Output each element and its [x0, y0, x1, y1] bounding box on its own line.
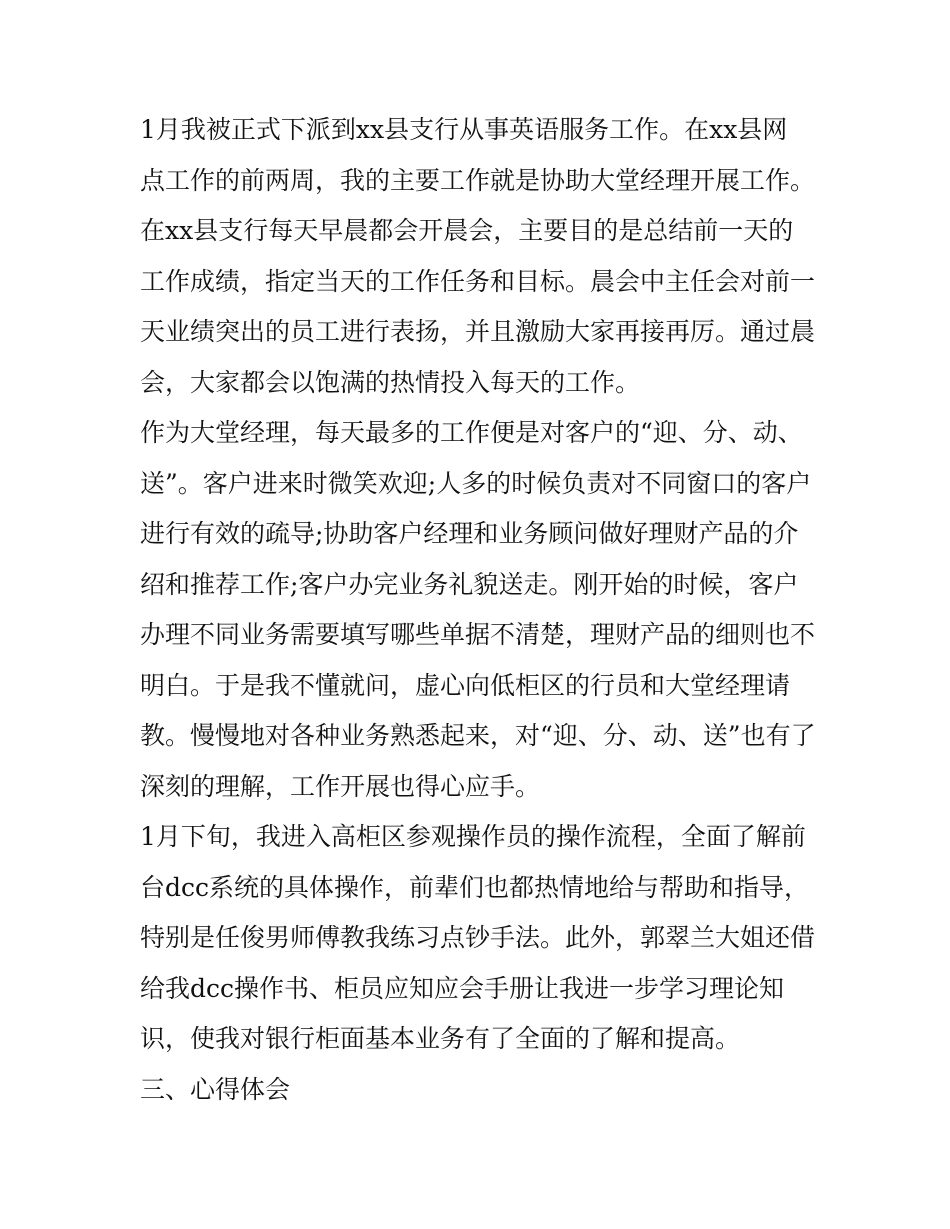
text-line: 1月我被正式下派到xx县支行从事英语服务工作。在xx县网 [140, 115, 788, 144]
text-line: 明白。于是我不懂就问，虚心向低柜区的行员和大堂经理请 [140, 670, 791, 700]
text-line: 办理不同业务需要填写哪些单据不清楚，理财产品的细则也不 [140, 620, 816, 649]
text-line: 作为大堂经理，每天最多的工作便是对客户的“迎、分、动、 [140, 418, 803, 447]
text-line: 给我dcc操作书、柜员应知应会手册让我进一步学习理论知 [140, 973, 785, 1003]
text-line: 在xx县支行每天早晨都会开晨会，主要目的是总结前一天的 [140, 216, 794, 245]
section-heading: 三、心得体会 [140, 1074, 291, 1104]
text-line: 进行有效的疏导;协助客户经理和业务顾问做好理财产品的介 [140, 519, 799, 548]
document-body [140, 105, 820, 1115]
text-line: 1月下旬，我进入高柜区参观操作员的操作流程，全面了解前 [140, 822, 806, 851]
text-line: 送”。客户进来时微笑欢迎;人多的时候负责对不同窗口的客户 [140, 468, 812, 498]
text-line: 识，使我对银行柜面基本业务有了全面的了解和提高。 [140, 1024, 741, 1053]
text-line: 深刻的理解，工作开展也得心应手。 [140, 771, 541, 801]
text-line: 会，大家都会以饱满的热情投入每天的工作。 [140, 367, 641, 397]
text-line: 绍和推荐工作;客户办完业务礼貌送走。刚开始的时候，客户 [140, 569, 799, 599]
text-line: 台dcc系统的具体操作，前辈们也都热情地给与帮助和指导， [140, 872, 810, 902]
text-line: 工作成绩，指定当天的工作任务和目标。晨会中主任会对前一 [140, 266, 816, 296]
text-line: 天业绩突出的员工进行表扬，并且激励大家再接再厉。通过晨 [140, 317, 816, 346]
text-line: 特别是任俊男师傅教我练习点钞手法。此外，郭翠兰大姐还借 [140, 923, 816, 952]
text-line: 点工作的前两周，我的主要工作就是协助大堂经理开展工作。 [140, 165, 816, 195]
text-line: 教。慢慢地对各种业务熟悉起来，对“迎、分、动、送”也有了 [140, 721, 816, 750]
